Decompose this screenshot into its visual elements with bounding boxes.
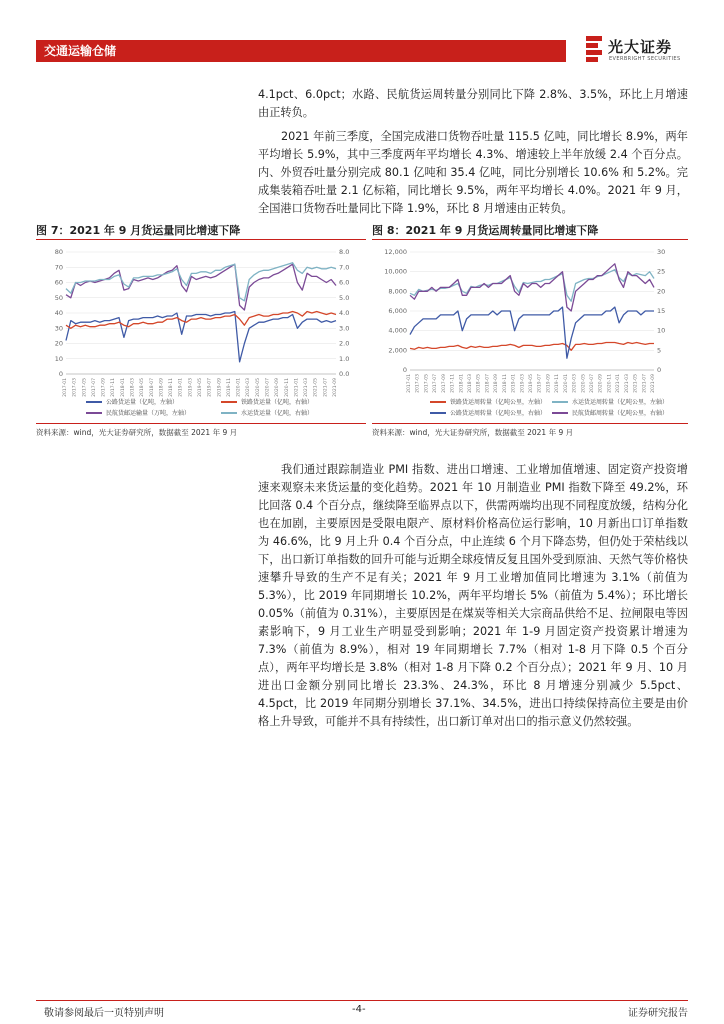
x-tick-label: 2017-03 (72, 378, 78, 397)
x-tick-label: 2020-09 (598, 374, 604, 393)
legend-label: 铁路货运周转量（亿吨公里，左轴） (450, 399, 547, 406)
figure-7-svg (36, 244, 366, 422)
y-left-tick-label: 80 (54, 248, 63, 256)
x-tick-label: 2018-07 (485, 374, 491, 393)
x-tick-label: 2020-01 (236, 378, 242, 397)
x-tick-label: 2019-01 (178, 378, 184, 397)
x-tick-label: 2017-09 (101, 378, 107, 397)
x-tick-label: 2018-11 (169, 378, 175, 397)
x-tick-label: 2019-07 (207, 378, 213, 397)
y-left-tick-label: 10 (54, 354, 63, 363)
x-tick-label: 2018-09 (159, 378, 165, 397)
y-right-tick-label: 10 (657, 326, 666, 335)
x-tick-label: 2019-05 (529, 374, 534, 393)
y-right-tick-label: 5 (657, 346, 662, 355)
figure-8-svg (372, 244, 692, 422)
y-right-tick-label: 25 (657, 267, 666, 276)
y-left-tick-label: 30 (54, 324, 63, 333)
x-tick-label: 2019-09 (217, 378, 223, 397)
y-right-tick-label: 1.0 (339, 354, 350, 363)
x-tick-label: 2018-07 (149, 378, 155, 397)
x-tick-label: 2017-05 (424, 374, 430, 393)
x-tick-label: 2021-07 (323, 378, 329, 397)
y-left-tick-label: 70 (54, 263, 63, 272)
y-right-tick-label: 6.0 (339, 278, 350, 287)
legend-label: 民航货邮运输量（万吨，左轴） (106, 410, 191, 417)
x-tick-label: 2017-11 (450, 374, 456, 393)
x-tick-label: 2020-05 (255, 378, 261, 397)
y-left-tick-label: 6,000 (388, 307, 407, 315)
y-left-tick-label: 50 (54, 293, 63, 302)
series-line-1 (410, 343, 654, 351)
y-right-tick-label: 20 (657, 287, 666, 296)
y-left-tick-label: 10,000 (384, 267, 407, 276)
x-tick-label: 2019-09 (546, 374, 552, 393)
x-tick-label: 2018-03 (130, 378, 136, 397)
x-tick-label: 2021-03 (304, 378, 310, 397)
y-left-tick-label: 12,000 (384, 248, 407, 256)
y-left-tick-label: 40 (54, 309, 63, 317)
x-tick-label: 2017-07 (91, 378, 97, 397)
legend-label: 铁路货运量（亿吨，右轴） (241, 399, 314, 406)
x-tick-label: 2017-03 (415, 374, 421, 393)
x-tick-label: 2017-01 (63, 378, 68, 397)
footer-disclaimer: 敬请参阅最后一页特别声明 (44, 1008, 164, 1019)
x-tick-label: 2018-01 (120, 378, 126, 397)
x-tick-label: 2019-07 (537, 374, 543, 393)
x-tick-label: 2020-03 (246, 378, 252, 397)
x-tick-label: 2020-11 (284, 378, 290, 397)
y-left-tick-label: 8,000 (388, 287, 407, 296)
y-left-tick-label: 2,000 (388, 346, 407, 355)
brand-logo (582, 34, 692, 68)
y-left-tick-label: 0 (58, 370, 63, 378)
paragraph-3: 我们通过跟踪制造业 PMI 指数、进出口增速、工业增加值增速、固定资产投资增速来观察未来货运量的变化趋势。2021 年 10 月制造业 PMI 指数下降至 49.2%，环比回落 0.4 个百分点，继续降至临界点以下，供需两端均出现不同程度放缓，结构分化也在加剧，主要原因是受限电限产、原材料价格高位运行影响，10 月新出口订单指数为 46.6%，比 9 月上升 0.4 个百分点，中止连续 6 个月下降态势，但仍处于荣枯线以下，出口新订单指数的回升可能与近期全球疫情反复且国外受到原油、天然气等价格快速攀升导致的生产不足有关；2021 年 9 月工业增加值同比增速为 3.1%（前值为 5.3%），比 2019 年同期增长 10.2%，两年平均增长 5%（前值为 5.4%）；环比增长 0.05%（前值为 0.31%），主要原因是在煤炭等相关大宗商品供给不足、拉闸限电等因素影响下，9 月工业生产明显受到影响；2021 年 1-9 月固定资产投资累计增速为 7.3%（前值为 8.9%），相对 19 年同期增长 7.7%（相对 1-8 月下降 0.5 个百分点），两年平均增长是 3.8%（相对 1-8 月下降 0.2 个百分点）；2021 年 9 月、10 月进出口金额分别同比增长 23.3%、24.3%，环比 8 月增速分别减少 5.5pct、4.5pct，比 2019 年同期分别增长 37.1%、34.5%，进出口持续保持高位主要是由价格上升导致，可能并不具有持续性，出口新订单对出口的指示意义仍然较强。 (258, 463, 688, 728)
x-tick-label: 2018-05 (140, 378, 146, 397)
figure-7-chart (36, 244, 366, 422)
figure-7-source: 资料来源：wind，光大证券研究所，数据截至 2021 年 9 月 (36, 428, 238, 437)
section-title: 交通运输仓储 (44, 44, 117, 58)
x-tick-label: 2020-07 (590, 374, 595, 393)
x-tick-label: 2021-01 (294, 378, 300, 397)
x-tick-label: 2018-05 (476, 374, 482, 393)
figure-7-bottom-rule (36, 423, 366, 424)
legend-label: 民航货邮周转量（亿吨公里，右轴） (572, 410, 669, 417)
x-tick-label: 2020-01 (563, 374, 569, 393)
series-line-3 (66, 264, 336, 310)
y-right-tick-label: 2.0 (339, 339, 350, 348)
paragraph-1: 4.1pct、6.0pct；水路、民航货运周转量分别同比下降 2.8%、3.5%，环比上月增速由正转负。 (258, 88, 688, 119)
paragraph-2: 2021 年前三季度，全国完成港口货物吞吐量 115.5 亿吨，同比增长 8.9%，两年平均增长 5.9%，其中三季度两年平均增长 4.3%、增速较上半年放缓 2.4 个百分点。内、外贸吞吐量分别完成 80.1 亿吨和 35.4 亿吨，同比分别增长 10.6% 和 5.2%。完成集装箱吞吐量 2.1 亿标箱，同比增长 9.5%，两年平均增长 4.0%。2021 年 9 月，全国港口货物吞吐量同比下降 1.9%，环比 8 月增速由正转负。 (258, 130, 688, 215)
y-left-tick-label: 0 (402, 366, 407, 374)
legend-label: 公路货运量（亿吨，左轴） (106, 399, 179, 406)
x-tick-label: 2021-05 (313, 378, 319, 397)
x-tick-label: 2017-01 (407, 374, 412, 393)
x-tick-label: 2019-11 (226, 378, 232, 397)
x-tick-label: 2020-05 (581, 374, 587, 393)
x-tick-label: 2020-07 (265, 378, 271, 397)
x-tick-label: 2017-11 (111, 378, 117, 397)
x-tick-label: 2018-03 (468, 374, 473, 393)
footer-report-type: 证券研究报告 (628, 1008, 688, 1019)
figure-8-chart (372, 244, 692, 422)
x-tick-label: 2021-07 (642, 374, 648, 393)
x-tick-label: 2019-03 (520, 374, 526, 393)
series-line-4 (66, 263, 336, 301)
page-number: -4- (352, 1004, 366, 1015)
y-right-tick-label: 5.0 (339, 293, 350, 302)
figure-8-source: 资料来源：wind，光大证券研究所，数据截至 2021 年 9 月 (372, 428, 574, 437)
y-right-tick-label: 0 (657, 366, 662, 374)
x-tick-label: 2019-11 (555, 374, 561, 393)
x-tick-label: 2020-09 (275, 378, 281, 397)
y-right-tick-label: 15 (657, 307, 666, 315)
legend-label: 水运货运量（亿吨，右轴） (241, 410, 314, 417)
logo-name: 光大证券 (608, 38, 673, 56)
figure-7-title: 图 7：2021 年 9 月货运量同比增速下降 (36, 224, 241, 237)
y-left-tick-label: 4,000 (388, 326, 407, 335)
x-tick-label: 2017-09 (441, 374, 447, 393)
x-tick-label: 2019-03 (188, 378, 194, 397)
footer-rule (36, 1000, 688, 1001)
x-tick-label: 2017-05 (82, 378, 88, 397)
y-right-tick-label: 0.0 (339, 370, 350, 378)
y-left-tick-label: 20 (54, 339, 63, 348)
figure-8-top-rule (372, 239, 688, 240)
x-tick-label: 2020-11 (607, 374, 613, 393)
figure-7-top-rule (36, 239, 366, 240)
x-tick-label: 2021-09 (333, 378, 338, 397)
x-tick-label: 2018-11 (502, 374, 508, 393)
legend-label: 公路货运周转量（亿吨公里，右轴） (450, 410, 547, 417)
figure-8-title: 图 8：2021 年 9 月货运周转量同比增速下降 (372, 224, 599, 237)
y-right-tick-label: 3.0 (339, 324, 350, 333)
x-tick-label: 2018-01 (459, 374, 465, 393)
x-tick-label: 2019-05 (198, 378, 203, 397)
logo-mark-icon (586, 36, 602, 64)
series-line-4 (410, 264, 654, 311)
logo-subtitle: EVERBRIGHT SECURITIES (609, 56, 681, 62)
y-right-tick-label: 8.0 (339, 248, 350, 256)
series-line-1 (66, 312, 336, 362)
x-tick-label: 2018-09 (494, 374, 500, 393)
x-tick-label: 2019-01 (511, 374, 517, 393)
x-tick-label: 2017-07 (433, 374, 439, 393)
y-right-tick-label: 4.0 (339, 309, 350, 317)
y-right-tick-label: 7.0 (339, 263, 350, 272)
legend-label: 水运货运周转量（亿吨公里，左轴） (572, 399, 669, 406)
x-tick-label: 2021-05 (633, 374, 639, 393)
y-right-tick-label: 30 (657, 248, 666, 256)
x-tick-label: 2020-03 (572, 374, 578, 393)
x-tick-label: 2021-09 (651, 374, 656, 393)
figure-8-bottom-rule (372, 423, 688, 424)
x-tick-label: 2021-03 (624, 374, 630, 393)
y-left-tick-label: 60 (54, 278, 63, 287)
x-tick-label: 2021-01 (616, 374, 622, 393)
